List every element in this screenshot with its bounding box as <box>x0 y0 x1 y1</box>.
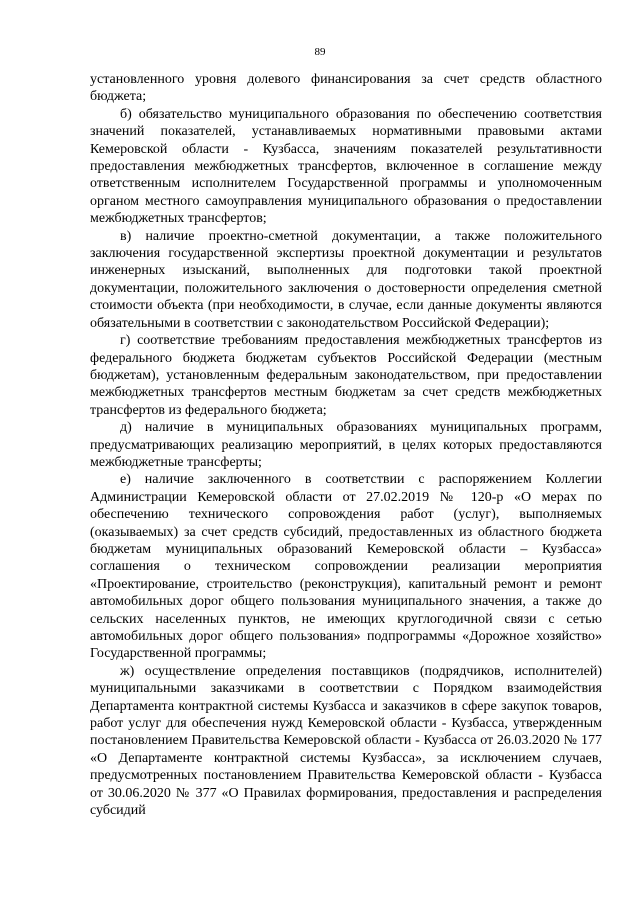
paragraph-item-v: в) наличие проектно-сметной документации, а также положительного заключения государственной экспертизы проектной документации и результатов инженерных изысканий, выполненных для подготовки такой проектной документации, положительного заключения о достоверности определения сметной стоимости объекта (при необходимости, в случае, если данные документы являются обязательными в соответствии с законодательством Российской Федерации); <box>90 228 602 331</box>
paragraph-continuation: установленного уровня долевого финансирования за счет средств областного бюджета; <box>90 72 602 105</box>
paragraph-item-zh: ж) осуществление определения поставщиков (подрядчиков, исполнителей) муниципальными заказчиками в соответствии с Порядком взаимодействия Департамента контрактной системы Кузбасса и заказчиков в сфере закупок товаров, работ услуг для обеспечения нужд Кемеровской области - Кузбасса, утвержденным постановлением Правительства Кемеровской области - Кузбасса от 26.03.2020 № 177 «О Департаменте контрактной системы Кузбасса», за исключением случаев, предусмотренных постановлением Правительства Кемеровской области - Кузбасса от 30.06.2020 № 377 «О Правилах формирования, предоставления и распределения субсидий <box>90 663 602 819</box>
document-body <box>90 71 602 819</box>
paragraph-item-d: д) наличие в муниципальных образованиях муниципальных программ, предусматривающих реализацию мероприятий, в целях которых предоставляются межбюджетные трансферты; <box>90 420 602 470</box>
paragraph-item-b: б) обязательство муниципального образования по обеспечению соответствия значений показателей, устанавливаемых нормативными правовыми актами Кемеровской области - Кузбасса, значениям показателей результативности предоставления межбюджетных трансфертов, включенное в соглашение между ответственным исполнителем Государственной программы и уполномоченным органом местного самоуправления муниципального образования о предоставлении межбюджетных трансфертов; <box>90 106 602 227</box>
page-number: 89 <box>314 46 326 58</box>
paragraph-item-e: е) наличие заключенного в соответствии с распоряжением Коллегии Администрации Кемеровской области от 27.02.2019 № 120-р «О мерах по обеспечению технического сопровождения работ (услуг), выполняемых (оказываемых) за счет средств субсидий, предоставленных из областного бюджета бюджетам муниципальных образований Кемеровской области – Кузбасса» соглашения о техническом сопровождении реализации мероприятия «Проектирование, строительство (реконструкция), капитальный ремонт и ремонт автомобильных дорог общего пользования муниципального значения, а также до сельских населенных пунктов, не имеющих круглогодичной связи с сетью автомобильных дорог общего пользования» подпрограммы «Дорожное хозяйство» Государственной программы; <box>90 472 602 662</box>
paragraph-item-g: г) соответствие требованиям предоставления межбюджетных трансфертов из федерального бюджета бюджетам субъектов Российской Федерации (местным бюджетам), установленным федеральным законодательством, при предоставлении межбюджетных трансфертов местным бюджетам за счет средств межбюджетных трансфертов из федерального бюджета; <box>90 333 602 418</box>
